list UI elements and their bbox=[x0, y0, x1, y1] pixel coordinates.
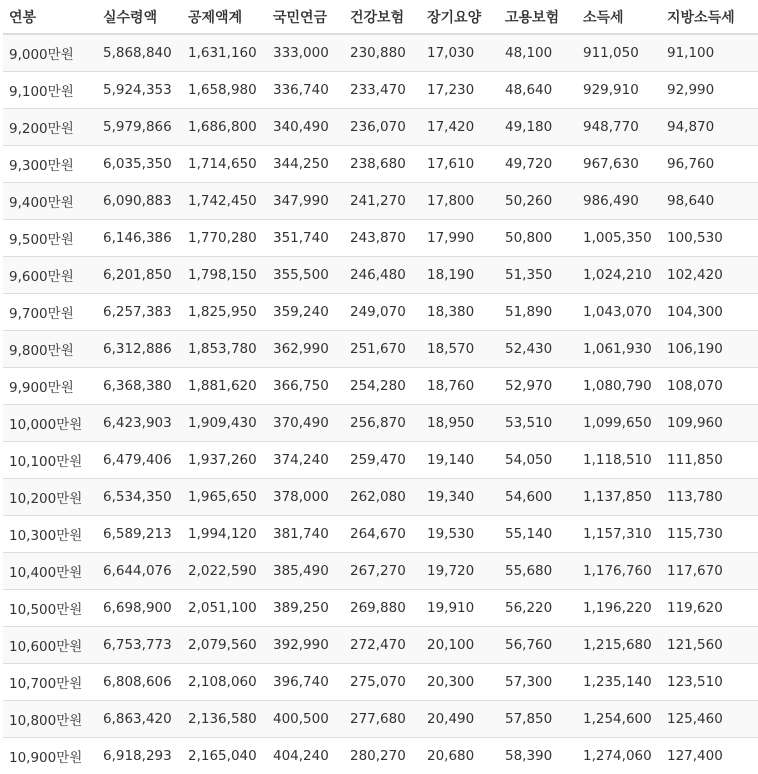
long-term-care-cell: 18,570 bbox=[421, 331, 499, 368]
national-pension-cell: 389,250 bbox=[267, 590, 344, 627]
local-income-tax-cell: 108,070 bbox=[661, 368, 758, 405]
national-pension-cell: 404,240 bbox=[267, 738, 344, 774]
long-term-care-cell: 17,800 bbox=[421, 183, 499, 220]
health-insurance-cell: 254,280 bbox=[344, 368, 421, 405]
long-term-care-cell: 19,720 bbox=[421, 553, 499, 590]
col-header-employment-insurance: 고용보험 bbox=[499, 0, 577, 34]
local-income-tax-cell: 113,780 bbox=[661, 479, 758, 516]
health-insurance-cell: 277,680 bbox=[344, 701, 421, 738]
annual-salary-cell: 9,300만원 bbox=[3, 146, 97, 183]
local-income-tax-cell: 123,510 bbox=[661, 664, 758, 701]
long-term-care-cell: 17,420 bbox=[421, 109, 499, 146]
net-pay-cell: 6,918,293 bbox=[97, 738, 182, 774]
national-pension-cell: 378,000 bbox=[267, 479, 344, 516]
col-header-net-pay: 실수령액 bbox=[97, 0, 182, 34]
national-pension-cell: 385,490 bbox=[267, 553, 344, 590]
salary-table bbox=[3, 0, 758, 774]
long-term-care-cell: 20,680 bbox=[421, 738, 499, 774]
national-pension-cell: 374,240 bbox=[267, 442, 344, 479]
employment-insurance-cell: 50,800 bbox=[499, 220, 577, 257]
net-pay-cell: 5,868,840 bbox=[97, 34, 182, 72]
total-deduction-cell: 1,742,450 bbox=[182, 183, 267, 220]
national-pension-cell: 344,250 bbox=[267, 146, 344, 183]
local-income-tax-cell: 104,300 bbox=[661, 294, 758, 331]
net-pay-cell: 6,863,420 bbox=[97, 701, 182, 738]
employment-insurance-cell: 58,390 bbox=[499, 738, 577, 774]
col-header-annual-salary: 연봉 bbox=[3, 0, 97, 34]
income-tax-cell: 1,005,350 bbox=[577, 220, 661, 257]
employment-insurance-cell: 54,600 bbox=[499, 479, 577, 516]
income-tax-cell: 1,215,680 bbox=[577, 627, 661, 664]
local-income-tax-cell: 115,730 bbox=[661, 516, 758, 553]
health-insurance-cell: 251,670 bbox=[344, 331, 421, 368]
table-row bbox=[3, 627, 758, 664]
health-insurance-cell: 230,880 bbox=[344, 34, 421, 72]
local-income-tax-cell: 100,530 bbox=[661, 220, 758, 257]
local-income-tax-cell: 119,620 bbox=[661, 590, 758, 627]
health-insurance-cell: 262,080 bbox=[344, 479, 421, 516]
national-pension-cell: 333,000 bbox=[267, 34, 344, 72]
net-pay-cell: 6,423,903 bbox=[97, 405, 182, 442]
col-header-total-deduction: 공제액계 bbox=[182, 0, 267, 34]
net-pay-cell: 6,312,886 bbox=[97, 331, 182, 368]
net-pay-cell: 5,924,353 bbox=[97, 72, 182, 109]
employment-insurance-cell: 51,890 bbox=[499, 294, 577, 331]
local-income-tax-cell: 111,850 bbox=[661, 442, 758, 479]
annual-salary-cell: 9,700만원 bbox=[3, 294, 97, 331]
income-tax-cell: 986,490 bbox=[577, 183, 661, 220]
total-deduction-cell: 1,881,620 bbox=[182, 368, 267, 405]
local-income-tax-cell: 121,560 bbox=[661, 627, 758, 664]
total-deduction-cell: 1,798,150 bbox=[182, 257, 267, 294]
net-pay-cell: 6,698,900 bbox=[97, 590, 182, 627]
total-deduction-cell: 1,909,430 bbox=[182, 405, 267, 442]
income-tax-cell: 1,118,510 bbox=[577, 442, 661, 479]
health-insurance-cell: 267,270 bbox=[344, 553, 421, 590]
annual-salary-cell: 9,500만원 bbox=[3, 220, 97, 257]
long-term-care-cell: 18,190 bbox=[421, 257, 499, 294]
income-tax-cell: 1,080,790 bbox=[577, 368, 661, 405]
net-pay-cell: 6,479,406 bbox=[97, 442, 182, 479]
annual-salary-cell: 9,000만원 bbox=[3, 34, 97, 72]
employment-insurance-cell: 48,100 bbox=[499, 34, 577, 72]
local-income-tax-cell: 98,640 bbox=[661, 183, 758, 220]
income-tax-cell: 1,274,060 bbox=[577, 738, 661, 774]
local-income-tax-cell: 125,460 bbox=[661, 701, 758, 738]
long-term-care-cell: 19,340 bbox=[421, 479, 499, 516]
annual-salary-cell: 10,000만원 bbox=[3, 405, 97, 442]
total-deduction-cell: 1,658,980 bbox=[182, 72, 267, 109]
total-deduction-cell: 1,686,800 bbox=[182, 109, 267, 146]
annual-salary-cell: 9,600만원 bbox=[3, 257, 97, 294]
total-deduction-cell: 1,825,950 bbox=[182, 294, 267, 331]
table-row bbox=[3, 294, 758, 331]
income-tax-cell: 1,024,210 bbox=[577, 257, 661, 294]
total-deduction-cell: 1,631,160 bbox=[182, 34, 267, 72]
net-pay-cell: 6,201,850 bbox=[97, 257, 182, 294]
table-row bbox=[3, 331, 758, 368]
total-deduction-cell: 2,079,560 bbox=[182, 627, 267, 664]
long-term-care-cell: 20,100 bbox=[421, 627, 499, 664]
employment-insurance-cell: 56,220 bbox=[499, 590, 577, 627]
long-term-care-cell: 20,490 bbox=[421, 701, 499, 738]
health-insurance-cell: 241,270 bbox=[344, 183, 421, 220]
table-row bbox=[3, 34, 758, 72]
net-pay-cell: 6,589,213 bbox=[97, 516, 182, 553]
table-row bbox=[3, 516, 758, 553]
table-row bbox=[3, 701, 758, 738]
employment-insurance-cell: 55,680 bbox=[499, 553, 577, 590]
net-pay-cell: 6,808,606 bbox=[97, 664, 182, 701]
national-pension-cell: 400,500 bbox=[267, 701, 344, 738]
long-term-care-cell: 17,610 bbox=[421, 146, 499, 183]
employment-insurance-cell: 57,300 bbox=[499, 664, 577, 701]
long-term-care-cell: 20,300 bbox=[421, 664, 499, 701]
income-tax-cell: 1,254,600 bbox=[577, 701, 661, 738]
national-pension-cell: 336,740 bbox=[267, 72, 344, 109]
annual-salary-cell: 10,300만원 bbox=[3, 516, 97, 553]
long-term-care-cell: 17,990 bbox=[421, 220, 499, 257]
income-tax-cell: 967,630 bbox=[577, 146, 661, 183]
employment-insurance-cell: 51,350 bbox=[499, 257, 577, 294]
table-row bbox=[3, 72, 758, 109]
health-insurance-cell: 233,470 bbox=[344, 72, 421, 109]
health-insurance-cell: 275,070 bbox=[344, 664, 421, 701]
col-header-national-pension: 국민연금 bbox=[267, 0, 344, 34]
health-insurance-cell: 264,670 bbox=[344, 516, 421, 553]
table-row bbox=[3, 553, 758, 590]
total-deduction-cell: 2,165,040 bbox=[182, 738, 267, 774]
annual-salary-cell: 10,900만원 bbox=[3, 738, 97, 774]
total-deduction-cell: 1,853,780 bbox=[182, 331, 267, 368]
health-insurance-cell: 256,870 bbox=[344, 405, 421, 442]
annual-salary-cell: 10,800만원 bbox=[3, 701, 97, 738]
long-term-care-cell: 18,380 bbox=[421, 294, 499, 331]
national-pension-cell: 355,500 bbox=[267, 257, 344, 294]
national-pension-cell: 366,750 bbox=[267, 368, 344, 405]
table-row bbox=[3, 479, 758, 516]
national-pension-cell: 347,990 bbox=[267, 183, 344, 220]
local-income-tax-cell: 106,190 bbox=[661, 331, 758, 368]
table-row bbox=[3, 442, 758, 479]
annual-salary-cell: 9,200만원 bbox=[3, 109, 97, 146]
health-insurance-cell: 246,480 bbox=[344, 257, 421, 294]
annual-salary-cell: 10,100만원 bbox=[3, 442, 97, 479]
col-header-local-income-tax: 지방소득세 bbox=[661, 0, 758, 34]
national-pension-cell: 351,740 bbox=[267, 220, 344, 257]
national-pension-cell: 370,490 bbox=[267, 405, 344, 442]
long-term-care-cell: 19,910 bbox=[421, 590, 499, 627]
total-deduction-cell: 1,770,280 bbox=[182, 220, 267, 257]
local-income-tax-cell: 102,420 bbox=[661, 257, 758, 294]
health-insurance-cell: 236,070 bbox=[344, 109, 421, 146]
income-tax-cell: 1,137,850 bbox=[577, 479, 661, 516]
national-pension-cell: 340,490 bbox=[267, 109, 344, 146]
national-pension-cell: 362,990 bbox=[267, 331, 344, 368]
employment-insurance-cell: 57,850 bbox=[499, 701, 577, 738]
employment-insurance-cell: 54,050 bbox=[499, 442, 577, 479]
income-tax-cell: 1,196,220 bbox=[577, 590, 661, 627]
income-tax-cell: 1,176,760 bbox=[577, 553, 661, 590]
national-pension-cell: 381,740 bbox=[267, 516, 344, 553]
long-term-care-cell: 18,760 bbox=[421, 368, 499, 405]
income-tax-cell: 1,235,140 bbox=[577, 664, 661, 701]
employment-insurance-cell: 52,430 bbox=[499, 331, 577, 368]
net-pay-cell: 6,035,350 bbox=[97, 146, 182, 183]
local-income-tax-cell: 96,760 bbox=[661, 146, 758, 183]
total-deduction-cell: 2,051,100 bbox=[182, 590, 267, 627]
total-deduction-cell: 2,108,060 bbox=[182, 664, 267, 701]
employment-insurance-cell: 53,510 bbox=[499, 405, 577, 442]
net-pay-cell: 6,090,883 bbox=[97, 183, 182, 220]
table-row bbox=[3, 220, 758, 257]
annual-salary-cell: 10,500만원 bbox=[3, 590, 97, 627]
net-pay-cell: 5,979,866 bbox=[97, 109, 182, 146]
annual-salary-cell: 9,800만원 bbox=[3, 331, 97, 368]
table-row bbox=[3, 405, 758, 442]
health-insurance-cell: 243,870 bbox=[344, 220, 421, 257]
net-pay-cell: 6,368,380 bbox=[97, 368, 182, 405]
table-row bbox=[3, 664, 758, 701]
col-header-health-insurance: 건강보험 bbox=[344, 0, 421, 34]
total-deduction-cell: 2,136,580 bbox=[182, 701, 267, 738]
employment-insurance-cell: 55,140 bbox=[499, 516, 577, 553]
annual-salary-cell: 9,900만원 bbox=[3, 368, 97, 405]
long-term-care-cell: 17,230 bbox=[421, 72, 499, 109]
net-pay-cell: 6,534,350 bbox=[97, 479, 182, 516]
annual-salary-cell: 10,600만원 bbox=[3, 627, 97, 664]
local-income-tax-cell: 109,960 bbox=[661, 405, 758, 442]
health-insurance-cell: 269,880 bbox=[344, 590, 421, 627]
national-pension-cell: 392,990 bbox=[267, 627, 344, 664]
total-deduction-cell: 1,937,260 bbox=[182, 442, 267, 479]
health-insurance-cell: 259,470 bbox=[344, 442, 421, 479]
health-insurance-cell: 272,470 bbox=[344, 627, 421, 664]
col-header-long-term-care: 장기요양 bbox=[421, 0, 499, 34]
income-tax-cell: 1,061,930 bbox=[577, 331, 661, 368]
table-row bbox=[3, 368, 758, 405]
annual-salary-cell: 9,400만원 bbox=[3, 183, 97, 220]
annual-salary-cell: 9,100만원 bbox=[3, 72, 97, 109]
table-row bbox=[3, 109, 758, 146]
col-header-income-tax: 소득세 bbox=[577, 0, 661, 34]
long-term-care-cell: 19,140 bbox=[421, 442, 499, 479]
employment-insurance-cell: 49,180 bbox=[499, 109, 577, 146]
income-tax-cell: 1,157,310 bbox=[577, 516, 661, 553]
employment-insurance-cell: 52,970 bbox=[499, 368, 577, 405]
local-income-tax-cell: 117,670 bbox=[661, 553, 758, 590]
income-tax-cell: 1,099,650 bbox=[577, 405, 661, 442]
net-pay-cell: 6,753,773 bbox=[97, 627, 182, 664]
long-term-care-cell: 19,530 bbox=[421, 516, 499, 553]
net-pay-cell: 6,644,076 bbox=[97, 553, 182, 590]
annual-salary-cell: 10,200만원 bbox=[3, 479, 97, 516]
total-deduction-cell: 2,022,590 bbox=[182, 553, 267, 590]
health-insurance-cell: 238,680 bbox=[344, 146, 421, 183]
national-pension-cell: 396,740 bbox=[267, 664, 344, 701]
employment-insurance-cell: 48,640 bbox=[499, 72, 577, 109]
health-insurance-cell: 249,070 bbox=[344, 294, 421, 331]
annual-salary-cell: 10,700만원 bbox=[3, 664, 97, 701]
net-pay-cell: 6,257,383 bbox=[97, 294, 182, 331]
net-pay-cell: 6,146,386 bbox=[97, 220, 182, 257]
total-deduction-cell: 1,714,650 bbox=[182, 146, 267, 183]
table-row bbox=[3, 738, 758, 774]
local-income-tax-cell: 91,100 bbox=[661, 34, 758, 72]
local-income-tax-cell: 92,990 bbox=[661, 72, 758, 109]
long-term-care-cell: 18,950 bbox=[421, 405, 499, 442]
total-deduction-cell: 1,994,120 bbox=[182, 516, 267, 553]
local-income-tax-cell: 94,870 bbox=[661, 109, 758, 146]
annual-salary-cell: 10,400만원 bbox=[3, 553, 97, 590]
long-term-care-cell: 17,030 bbox=[421, 34, 499, 72]
income-tax-cell: 929,910 bbox=[577, 72, 661, 109]
table-row bbox=[3, 183, 758, 220]
income-tax-cell: 1,043,070 bbox=[577, 294, 661, 331]
health-insurance-cell: 280,270 bbox=[344, 738, 421, 774]
total-deduction-cell: 1,965,650 bbox=[182, 479, 267, 516]
national-pension-cell: 359,240 bbox=[267, 294, 344, 331]
local-income-tax-cell: 127,400 bbox=[661, 738, 758, 774]
table-header-row bbox=[3, 0, 758, 34]
employment-insurance-cell: 49,720 bbox=[499, 146, 577, 183]
employment-insurance-cell: 50,260 bbox=[499, 183, 577, 220]
employment-insurance-cell: 56,760 bbox=[499, 627, 577, 664]
table-row bbox=[3, 590, 758, 627]
table-row bbox=[3, 257, 758, 294]
income-tax-cell: 948,770 bbox=[577, 109, 661, 146]
table-row bbox=[3, 146, 758, 183]
income-tax-cell: 911,050 bbox=[577, 34, 661, 72]
